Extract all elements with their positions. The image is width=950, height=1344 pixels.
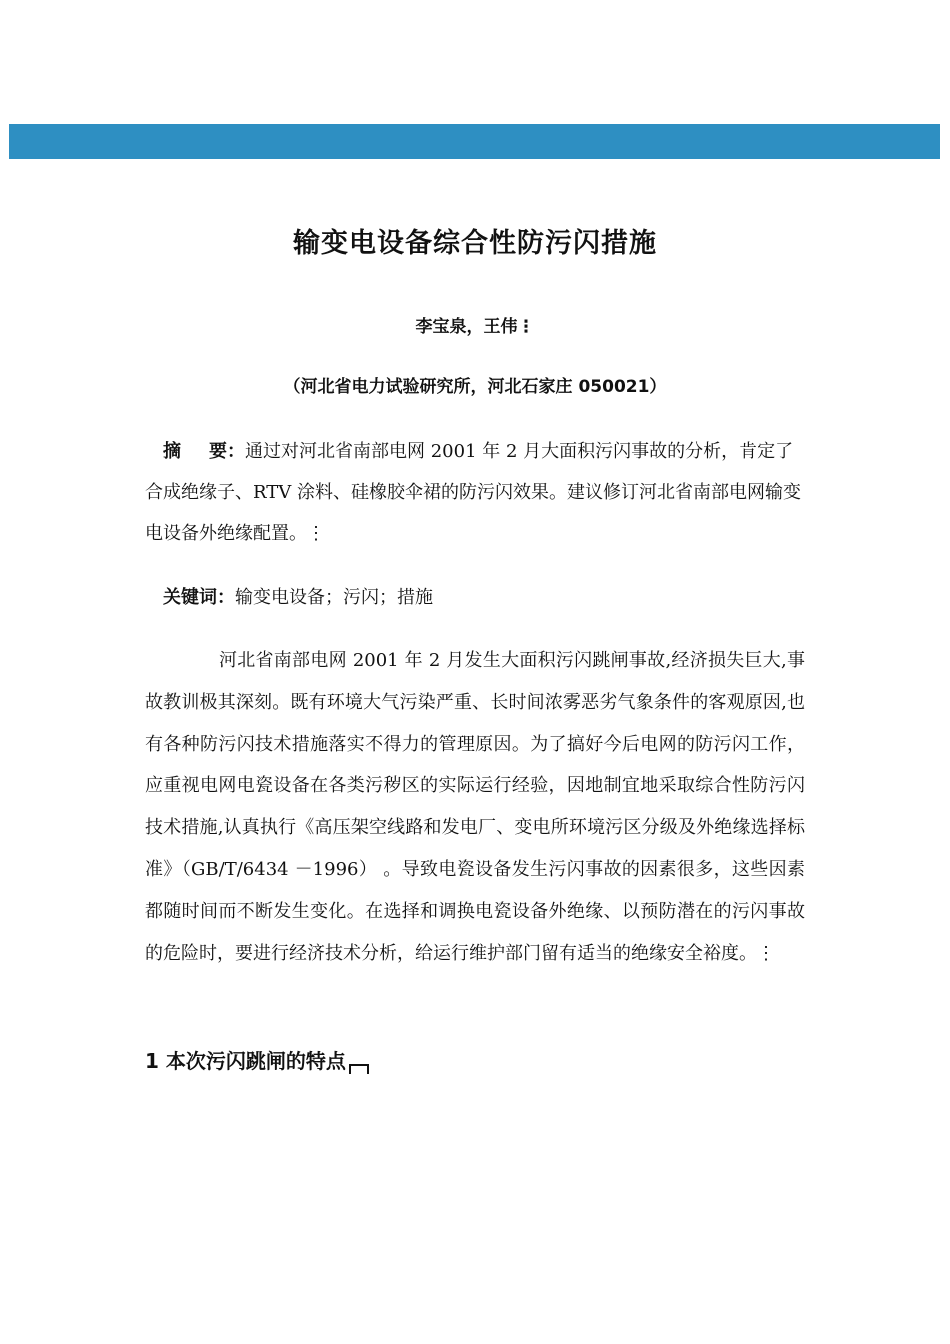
- article-title: 输变电设备综合性防污闪措施: [293, 228, 657, 259]
- keywords-paragraph: [145, 577, 805, 618]
- article-affiliation: （河北省电力试验研究所，河北石家庄 050021）: [283, 377, 667, 397]
- heading-mark-icon: [349, 1064, 369, 1074]
- section-heading-text: 1 本次污闪跳闸的特点: [145, 1049, 346, 1073]
- header-color-bar: [9, 124, 940, 159]
- abstract-label-second: 要：: [209, 441, 245, 462]
- keywords-label: 关键词：: [163, 587, 235, 608]
- section-heading: [145, 1046, 369, 1076]
- abstract-paragraph: [145, 431, 805, 554]
- abstract-label-first: 摘: [163, 441, 181, 462]
- abstract-label: [145, 441, 245, 462]
- abstract-text: 通过对河北省南部电网 2001 年 2 月大面积污闪事故的分析，肯定了合成绝缘子、RTV 涂料、硅橡胶伞裙的防污闪效果。建议修订河北省南部电网输变电设备外绝缘配置。⋮: [145, 441, 801, 544]
- article-authors: 李宝泉，王伟⋮: [415, 317, 535, 337]
- body-paragraph: 河北省南部电网 2001 年 2 月发生大面积污闪跳闸事故,经济损失巨大,事故教训极其深刻。既有环境大气污染严重、长时间浓雾恶劣气象条件的客观原因,也有各种防污闪技术措施落实不得力的管理原因。为了搞好今后电网的防污闪工作，应重视电网电瓷设备在各类污秽区的实际运行经验，因地制宜地采取综合性防污闪技术措施,认真执行《高压架空线路和发电厂、变电所环境污区分级及外绝缘选择标准》（GB/T/6434 －1996） 。导致电瓷设备发生污闪事故的因素很多，这些因素都随时间而不断发生变化。在选择和调换电瓷设备外绝缘、以预防潜在的污闪事故的危险时，要进行经济技术分析，给运行维护部门留有适当的绝缘安全裕度。⋮: [145, 650, 805, 964]
- keywords-text: 输变电设备；污闪；措施: [235, 587, 433, 608]
